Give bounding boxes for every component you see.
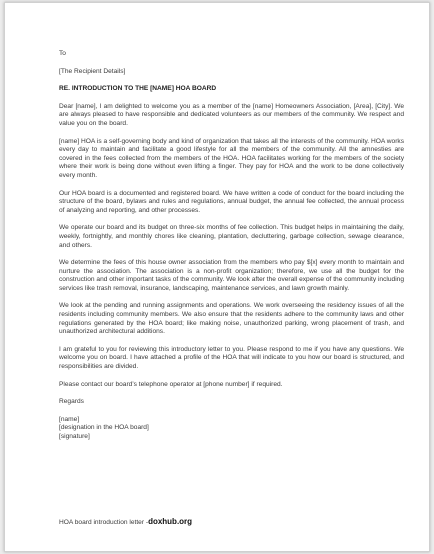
paragraph-gratitude: I am grateful to you for reviewing this introductory letter to you. Please respond to me if you have any questions. We welcome you on board. I have attached a profile of the HOA that will indicate to you how our board is structured, and responsibilities are divided. — [59, 345, 404, 371]
footer-brand: doxhub.org — [148, 517, 193, 526]
paragraph-contact: Please contact our board’s telephone operator at [phone number] if required. — [59, 380, 283, 388]
footer-caption — [59, 517, 192, 526]
subject-line: RE. INTRODUCTION TO THE [NAME] HOA BOARD — [59, 85, 217, 93]
to-line: To — [59, 50, 66, 57]
letter-body — [59, 50, 404, 442]
paragraph-budget: We operate our board and its budget on three-six months of fee collection. This budget helps in maintaining the daily, weekly, fortnightly, and monthly chores like cleaning, plantation, decluttering, garbage collection, sewage clearance, and others. — [59, 224, 404, 249]
signature-designation: [designation in the HOA board] — [59, 424, 149, 432]
document-page — [4, 2, 430, 552]
paragraph-board: Our HOA board is a documented and registered board. We have written a code of conduct for the board including the structure of the board, bylaws and rules and regulations, annual budget, the annual fee collected, the annual process of analyzing and reporting, and other processes. — [59, 189, 404, 214]
paragraph-operations: We look at the pending and running assignments and operations. We work overseeing the residency issues of all the residents including community members. We also ensure that the residents adhere to the community laws and other regulations generated by the HOA board; like making noise, unauthorized parking, wrong placement of trash, and unauthorized architectural additions. — [59, 302, 404, 336]
recipient-line: [The Recipient Details] — [59, 67, 126, 75]
paragraph-greeting: Dear [name], I am delighted to welcome you as a member of the [name] Homeowners Association, [Area], [City]. We are always pleased to have responsible and dedicated volunteers as our members of the community. We respect and value you on the board. — [59, 102, 404, 127]
signature-name: [name] — [59, 415, 80, 423]
signature-placeholder: [signature] — [59, 433, 90, 440]
paragraph-fees: We determine the fees of this house owner association from the members who pay $[x] every month to maintain and nurture the association. The association is a non-profit organization; therefore, we use all the budget for the construction and other important tasks of the community. We look after the overall expense of the community including services like trash removal, insurance, landscaping, maintenance services, and lawn growth mainly. — [59, 259, 404, 292]
closing-line: Regards — [59, 398, 84, 406]
paragraph-about-hoa: [name] HOA is a self-governing body and kind of organization that takes all the interests of the community. HOA works every day to maintain and facilitate a good lifestyle for all the members of the community. All the amnesties are covered in the fees collected from the members of the HOA. HOA facilitates working for the members of the society where their work is being done without even lifting a finger. They pay for HOA and the work to be done collectively every month. — [59, 137, 404, 179]
footer-text: HOA board introduction letter - — [59, 519, 149, 526]
